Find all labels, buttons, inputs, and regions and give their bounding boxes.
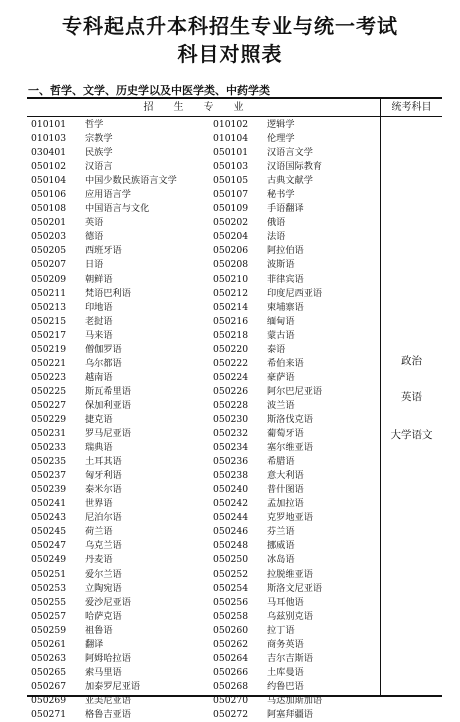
major-code: 050218 [213, 329, 249, 341]
major-code: 050232 [213, 428, 249, 440]
table-row [27, 118, 380, 132]
major-code: 050252 [213, 568, 249, 580]
major-name: 意大利语 [267, 470, 304, 482]
major-code: 050236 [213, 456, 249, 468]
major-name: 古典文献学 [267, 175, 313, 187]
major-name: 德语 [85, 231, 104, 243]
major-name: 哲学 [85, 119, 104, 130]
major-code: 050102 [31, 161, 67, 173]
major-code: 050265 [31, 666, 67, 678]
major-code: 050272 [213, 708, 249, 720]
major-code: 050230 [213, 413, 249, 425]
major-name: 世界语 [85, 498, 113, 510]
major-name: 亚美尼亚语 [85, 694, 131, 706]
table-row [27, 301, 380, 315]
major-code: 050104 [31, 175, 67, 187]
major-code: 050238 [213, 470, 249, 482]
major-code: 050256 [213, 596, 249, 608]
major-code: 050267 [31, 680, 67, 692]
major-code: 050227 [31, 399, 67, 411]
major-name: 印地语 [85, 301, 113, 313]
table-row [27, 610, 380, 624]
major-name: 丹麦语 [85, 554, 113, 566]
major-code: 050246 [213, 526, 249, 538]
major-name: 马耳他语 [267, 596, 304, 608]
major-code: 050244 [213, 512, 249, 524]
major-name: 柬埔寨语 [267, 301, 304, 313]
table-row [27, 258, 380, 272]
table-row [27, 483, 380, 497]
major-code: 050224 [213, 371, 249, 383]
table-row [27, 216, 380, 230]
major-code: 050260 [213, 624, 249, 636]
major-name: 汉语言文学 [267, 147, 313, 159]
major-code: 050229 [31, 413, 67, 425]
major-name: 翻译 [85, 638, 104, 650]
major-code: 050253 [31, 582, 67, 594]
major-name: 阿姆哈拉语 [85, 652, 131, 664]
major-code: 050208 [213, 259, 249, 271]
major-code: 050243 [31, 512, 67, 524]
major-name: 商务英语 [267, 638, 304, 650]
subject-politics: 政治 [401, 355, 422, 367]
major-name: 罗马尼亚语 [85, 428, 131, 440]
major-code: 050209 [31, 273, 67, 285]
major-name: 塞尔维亚语 [267, 442, 313, 454]
table-row [27, 694, 380, 708]
major-code: 050202 [213, 217, 249, 229]
major-code: 050271 [31, 708, 67, 720]
major-code: 050259 [31, 624, 67, 636]
table-row [27, 273, 380, 287]
major-name: 爱尔兰语 [85, 568, 122, 580]
major-name: 中国语言与文化 [85, 203, 150, 215]
major-name: 民族学 [85, 147, 113, 159]
major-code: 050210 [213, 273, 249, 285]
major-name: 荷兰语 [85, 526, 113, 538]
major-name: 立陶宛语 [85, 582, 122, 594]
major-code: 050242 [213, 498, 249, 510]
major-name: 汉语国际教育 [267, 161, 323, 173]
major-name: 日语 [85, 259, 104, 271]
subject-english: 英语 [401, 391, 422, 403]
major-code: 050257 [31, 610, 67, 622]
major-code: 050235 [31, 456, 67, 468]
table-row [27, 553, 380, 567]
table-row [27, 666, 380, 680]
major-name: 约鲁巴语 [267, 680, 304, 692]
major-name: 梵语巴利语 [85, 287, 131, 299]
table-row [27, 244, 380, 258]
major-code: 050240 [213, 484, 249, 496]
major-name: 西班牙语 [85, 245, 122, 257]
major-code: 050211 [31, 287, 67, 299]
major-code: 050250 [213, 554, 249, 566]
major-name: 捷克语 [85, 413, 113, 425]
major-name: 伦理学 [267, 133, 295, 145]
table-row [27, 469, 380, 483]
major-code: 050205 [31, 245, 67, 257]
major-name: 芬兰语 [267, 526, 295, 538]
header-major: 招生专业 [143, 102, 264, 113]
table-row [27, 568, 380, 582]
major-code: 050251 [31, 568, 67, 580]
major-code: 050105 [213, 175, 249, 187]
major-name: 祖鲁语 [85, 624, 113, 636]
major-name: 挪威语 [267, 540, 295, 552]
major-name: 吉尔吉斯语 [267, 652, 313, 664]
major-code: 050108 [31, 203, 67, 215]
major-name: 应用语言学 [85, 189, 131, 201]
major-name: 阿尔巴尼亚语 [267, 385, 323, 397]
table-row [27, 427, 380, 441]
table-row [27, 497, 380, 511]
major-code: 050106 [31, 189, 67, 201]
major-name: 汉语言 [85, 161, 113, 173]
major-code: 050249 [31, 554, 67, 566]
document-title: 专科起点升本科招生专业与统一考试 [62, 14, 398, 38]
major-code: 050268 [213, 680, 249, 692]
major-code: 050248 [213, 540, 249, 552]
table-row [27, 511, 380, 525]
subject-chinese: 大学语文 [390, 429, 433, 441]
major-code: 050215 [31, 315, 67, 327]
document-subtitle: 科目对照表 [177, 42, 283, 66]
major-name: 蒙古语 [267, 329, 295, 341]
major-code: 010104 [213, 133, 249, 145]
major-code: 050264 [213, 652, 249, 664]
major-name: 中国少数民族语言文学 [85, 175, 177, 187]
major-name: 阿拉伯语 [267, 245, 304, 257]
major-name: 冰岛语 [267, 554, 295, 566]
table-row [27, 357, 380, 371]
major-code: 050206 [213, 245, 249, 257]
major-code: 050234 [213, 442, 249, 454]
major-name: 尼泊尔语 [85, 512, 122, 524]
major-name: 马来语 [85, 329, 113, 341]
major-code: 050241 [31, 498, 67, 510]
major-code: 050225 [31, 385, 67, 397]
major-code: 050221 [31, 357, 67, 369]
major-name: 乌兹别克语 [267, 610, 313, 622]
table-row [27, 596, 380, 610]
major-code: 050204 [213, 231, 249, 243]
major-name: 乌克兰语 [85, 540, 122, 552]
major-name: 爱沙尼亚语 [85, 596, 131, 608]
major-name: 印度尼西亚语 [267, 287, 323, 299]
major-code: 050255 [31, 596, 67, 608]
major-name: 孟加拉语 [267, 498, 304, 510]
major-code: 050247 [31, 540, 67, 552]
table-row [27, 132, 380, 146]
major-code: 050207 [31, 259, 67, 271]
table-row [27, 399, 380, 413]
major-code: 050213 [31, 301, 67, 313]
major-code: 050216 [213, 315, 249, 327]
major-name: 普什图语 [267, 484, 304, 496]
major-name: 俄语 [267, 217, 286, 229]
table-row [27, 329, 380, 343]
major-code: 050217 [31, 329, 67, 341]
major-name: 菲律宾语 [267, 273, 304, 285]
table-row [27, 371, 380, 385]
major-code: 030401 [31, 147, 67, 159]
major-name: 老挝语 [85, 315, 113, 327]
major-code: 050212 [213, 287, 249, 299]
major-code: 050223 [31, 371, 67, 383]
major-name: 朝鲜语 [85, 273, 113, 285]
major-name: 泰语 [267, 343, 286, 355]
major-name: 泰米尔语 [85, 484, 122, 496]
major-name: 克罗地亚语 [267, 512, 313, 524]
major-code: 010103 [31, 133, 67, 145]
major-name: 秘书学 [267, 189, 295, 201]
major-name: 格鲁吉亚语 [85, 708, 131, 720]
major-code: 050228 [213, 399, 249, 411]
major-name: 手语翻译 [267, 203, 304, 215]
major-name: 斯洛伐克语 [267, 413, 313, 425]
major-name: 法语 [267, 231, 286, 243]
major-name: 僧伽罗语 [85, 343, 122, 355]
table-row [27, 680, 380, 694]
section-heading: 一、哲学、文学、历史学以及中医学类、中药学类 [28, 84, 270, 97]
table-row [27, 160, 380, 174]
table-row [27, 708, 380, 722]
major-code: 050231 [31, 428, 67, 440]
major-name: 逻辑学 [267, 119, 295, 130]
major-name: 越南语 [85, 371, 113, 383]
major-name: 缅甸语 [267, 315, 295, 327]
major-name: 英语 [85, 217, 104, 229]
major-code: 050107 [213, 189, 249, 201]
major-name: 土库曼语 [267, 666, 304, 678]
major-name: 马达加斯加语 [267, 694, 323, 706]
table-body [27, 118, 380, 722]
table-row [27, 385, 380, 399]
major-name: 波斯语 [267, 259, 295, 271]
major-code: 050258 [213, 610, 249, 622]
header-subject: 统考科目 [391, 102, 432, 113]
table-row [27, 652, 380, 666]
major-name: 葡萄牙语 [267, 428, 304, 440]
major-code: 050245 [31, 526, 67, 538]
major-code: 050270 [213, 694, 249, 706]
table-row [27, 188, 380, 202]
major-name: 波兰语 [267, 399, 295, 411]
comparison-table [27, 97, 442, 720]
major-name: 匈牙利语 [85, 470, 122, 482]
major-name: 斯瓦希里语 [85, 385, 131, 397]
table-row [27, 287, 380, 301]
major-code: 050103 [213, 161, 249, 173]
major-name: 斯洛文尼亚语 [267, 582, 323, 594]
table-row [27, 146, 380, 160]
table-row [27, 441, 380, 455]
major-code: 050109 [213, 203, 249, 215]
major-name: 宗教学 [85, 133, 113, 145]
major-code: 010102 [213, 119, 249, 130]
major-code: 050254 [213, 582, 249, 594]
table-row [27, 174, 380, 188]
major-name: 拉丁语 [267, 624, 295, 636]
major-name: 拉脱维亚语 [267, 568, 313, 580]
table-row [27, 343, 380, 357]
table-row [27, 413, 380, 427]
major-code: 050203 [31, 231, 67, 243]
major-code: 050226 [213, 385, 249, 397]
table-row [27, 455, 380, 469]
table-row [27, 202, 380, 216]
table-row [27, 624, 380, 638]
table-row [27, 638, 380, 652]
major-code: 050266 [213, 666, 249, 678]
table-row [27, 582, 380, 596]
major-code: 050237 [31, 470, 67, 482]
major-name: 加泰罗尼亚语 [85, 680, 141, 692]
major-code: 050222 [213, 357, 249, 369]
major-name: 保加利亚语 [85, 399, 131, 411]
major-code: 050220 [213, 343, 249, 355]
major-name: 希腊语 [267, 456, 295, 468]
major-name: 希伯来语 [267, 357, 304, 369]
major-name: 阿塞拜疆语 [267, 708, 313, 720]
major-name: 哈萨克语 [85, 610, 122, 622]
major-name: 土耳其语 [85, 456, 122, 468]
major-name: 豪萨语 [267, 371, 295, 383]
table-row [27, 230, 380, 244]
table-row [27, 539, 380, 553]
major-code: 050233 [31, 442, 67, 454]
major-name: 索马里语 [85, 666, 122, 678]
major-name: 乌尔都语 [85, 357, 122, 369]
major-name: 瑞典语 [85, 442, 113, 454]
major-code: 050214 [213, 301, 249, 313]
major-code: 010101 [31, 119, 67, 130]
major-code: 050263 [31, 652, 67, 664]
table-row [27, 525, 380, 539]
major-code: 050261 [31, 638, 67, 650]
major-code: 050219 [31, 343, 67, 355]
major-code: 050269 [31, 694, 67, 706]
major-code: 050201 [31, 217, 67, 229]
table-row [27, 315, 380, 329]
major-code: 050239 [31, 484, 67, 496]
major-code: 050101 [213, 147, 249, 159]
major-code: 050262 [213, 638, 249, 650]
